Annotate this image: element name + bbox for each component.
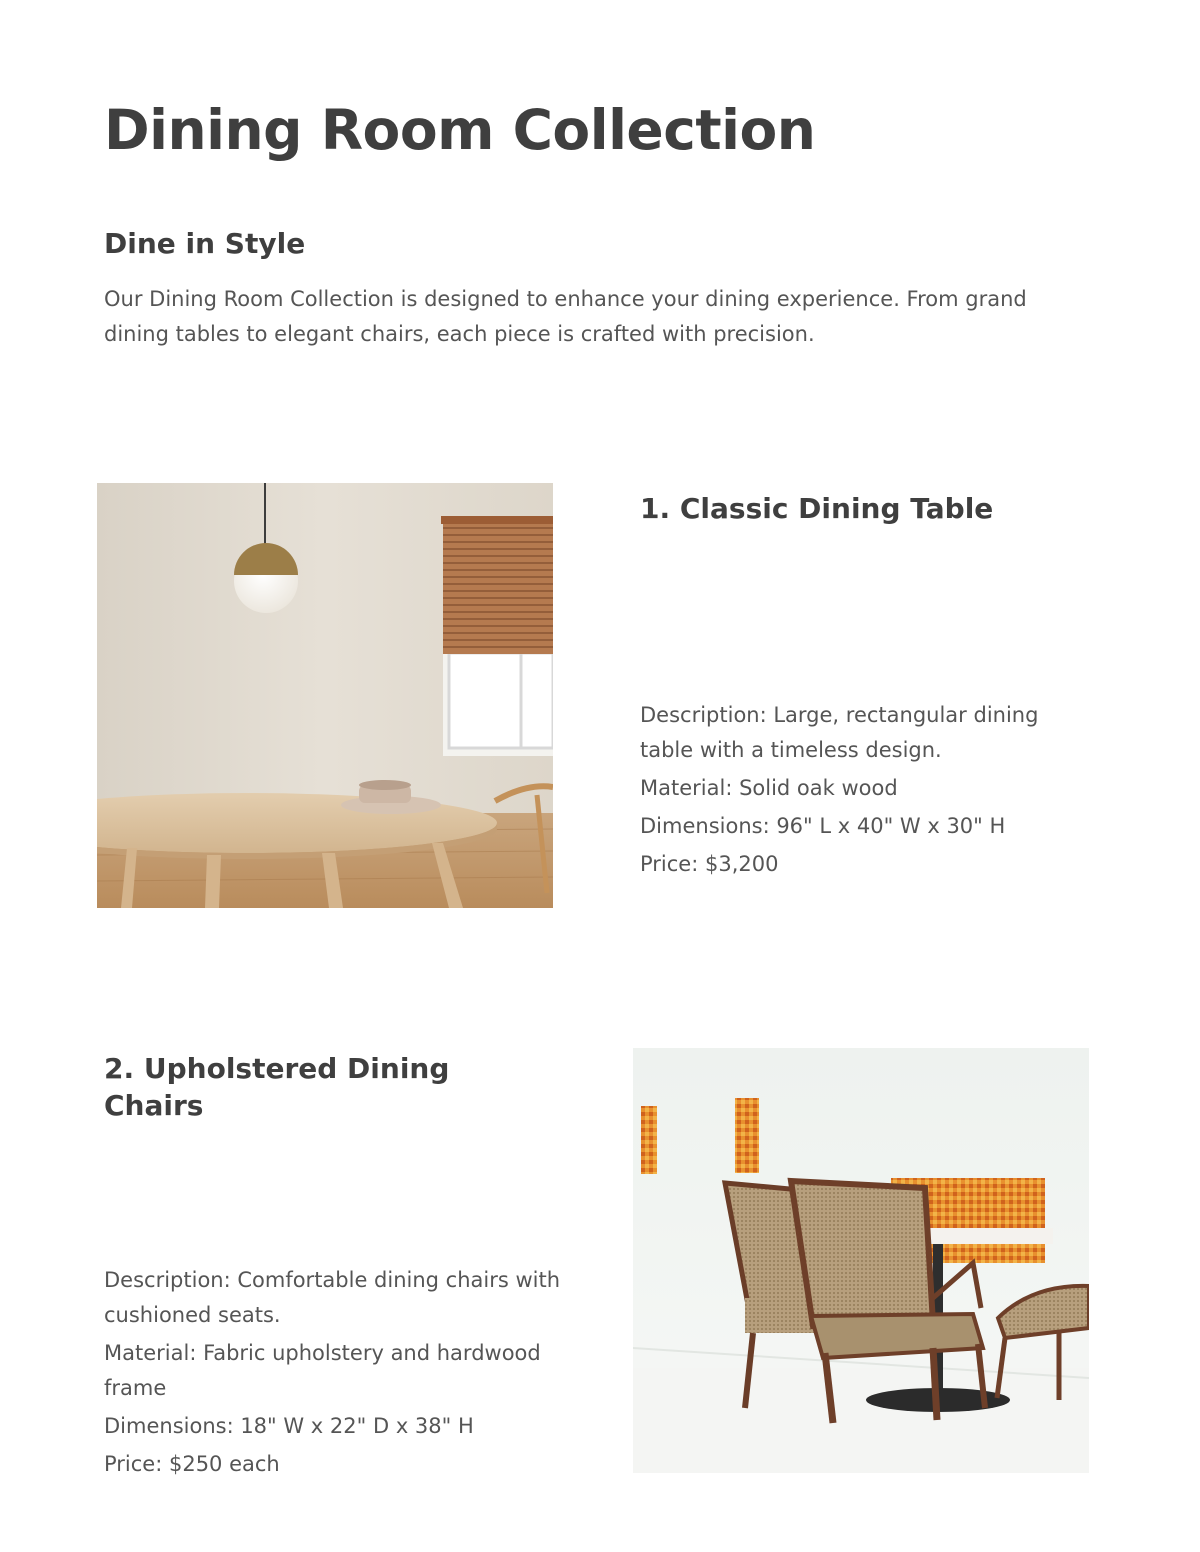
product-price: Price: $250 each [104, 1452, 280, 1476]
product-material: Material: Fabric upholstery and hardwood frame [104, 1341, 541, 1400]
product-details [104, 1263, 574, 1485]
product-price: Price: $3,200 [640, 852, 779, 876]
product-material: Material: Solid oak wood [640, 776, 898, 800]
product-title: 1. Classic Dining Table [640, 492, 994, 525]
intro-text: Our Dining Room Collection is designed to enhance your dining experience. From grand dining tables to elegant chairs, each piece is crafted with precision. [104, 287, 1027, 346]
dining-chairs-photo [633, 1048, 1089, 1473]
dining-table-photo [97, 483, 553, 908]
product-description: Description: Large, rectangular dining table with a timeless design. [640, 703, 1039, 762]
product-details [640, 698, 1080, 885]
product-title: 2. Upholstered Dining Chairs [104, 1052, 450, 1122]
product-dimensions: Dimensions: 18" W x 22" D x 38" H [104, 1414, 474, 1438]
product-dimensions: Dimensions: 96" L x 40" W x 30" H [640, 814, 1006, 838]
page-title: Dining Room Collection [104, 98, 816, 162]
intro-heading: Dine in Style [104, 227, 306, 260]
product-description: Description: Comfortable dining chairs with cushioned seats. [104, 1268, 561, 1327]
